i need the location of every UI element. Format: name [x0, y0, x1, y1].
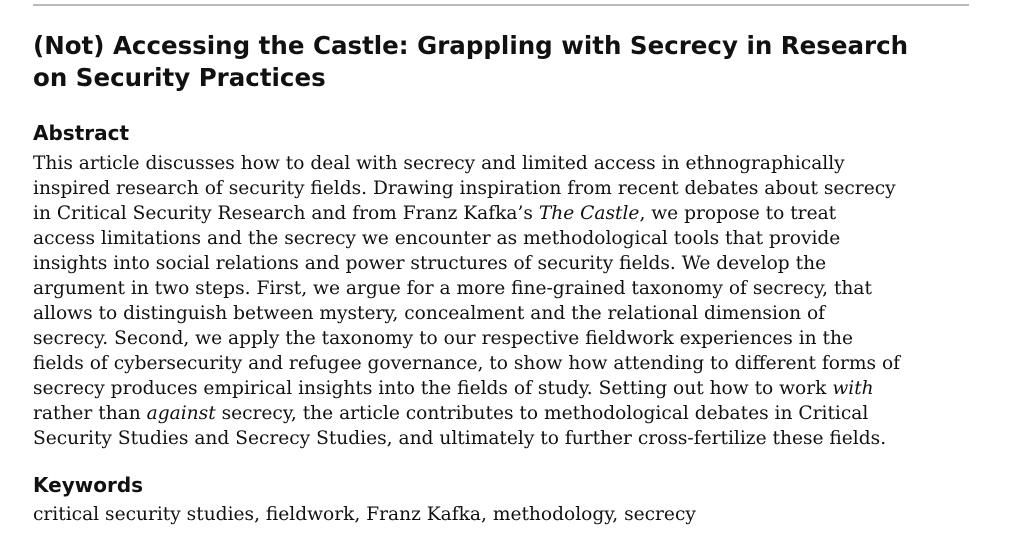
abstract-line — [33, 251, 900, 276]
abstract-text: allows to distinguish between mystery, concealment and the relational dimension of — [33, 303, 826, 324]
abstract-line — [33, 276, 900, 301]
abstract-line — [33, 151, 900, 176]
abstract-italic-text: The Castle — [538, 203, 640, 224]
abstract-text: secrecy produces empirical insights into the fields of study. Setting out how to work — [33, 378, 833, 399]
abstract-italic-text: against — [146, 403, 216, 424]
abstract-text: in Critical Security Research and from Franz Kafka’s — [33, 203, 539, 224]
abstract-line — [33, 301, 900, 326]
abstract-text: Security Studies and Secrecy Studies, and ultimately to further cross-fertilize these fields. — [33, 428, 887, 449]
abstract-text: fields of cybersecurity and refugee governance, to show how attending to different forms of — [33, 353, 901, 374]
abstract-text: rather than — [33, 403, 147, 424]
abstract-text: This article discusses how to deal with secrecy and limited access in ethnographically — [33, 153, 845, 174]
abstract-text: argument in two steps. First, we argue for a more fine-grained taxonomy of secrecy, that — [33, 278, 872, 299]
abstract-text: , we propose to treat — [639, 203, 837, 224]
abstract-text: insights into social relations and power structures of security fields. We develop the — [33, 253, 827, 274]
article-title-line: on Security Practices — [33, 63, 326, 92]
abstract-line — [33, 426, 900, 451]
abstract-heading: Abstract — [33, 121, 130, 145]
abstract-line — [33, 351, 900, 376]
abstract-body — [33, 151, 900, 451]
top-divider — [33, 4, 969, 6]
abstract-line — [33, 226, 900, 251]
abstract-text: inspired research of security fields. Drawing inspiration from recent debates about secrecy — [33, 178, 896, 199]
abstract-line — [33, 176, 900, 201]
abstract-text: secrecy. Second, we apply the taxonomy to our respective fieldwork experiences in the — [33, 328, 853, 349]
abstract-italic-text: with — [832, 378, 874, 399]
abstract-line — [33, 201, 900, 226]
article-title-line: (Not) Accessing the Castle: Grappling with Secrecy in Research — [33, 31, 909, 60]
abstract-text: secrecy, the article contributes to methodological debates in Critical — [215, 403, 869, 424]
abstract-line — [33, 376, 900, 401]
abstract-line — [33, 326, 900, 351]
keywords-heading: Keywords — [33, 473, 144, 497]
abstract-line — [33, 401, 900, 426]
keywords-list: critical security studies, fieldwork, Franz Kafka, methodology, secrecy — [33, 504, 696, 525]
article-title — [33, 30, 983, 94]
abstract-text: access limitations and the secrecy we encounter as methodological tools that provide — [33, 228, 841, 249]
